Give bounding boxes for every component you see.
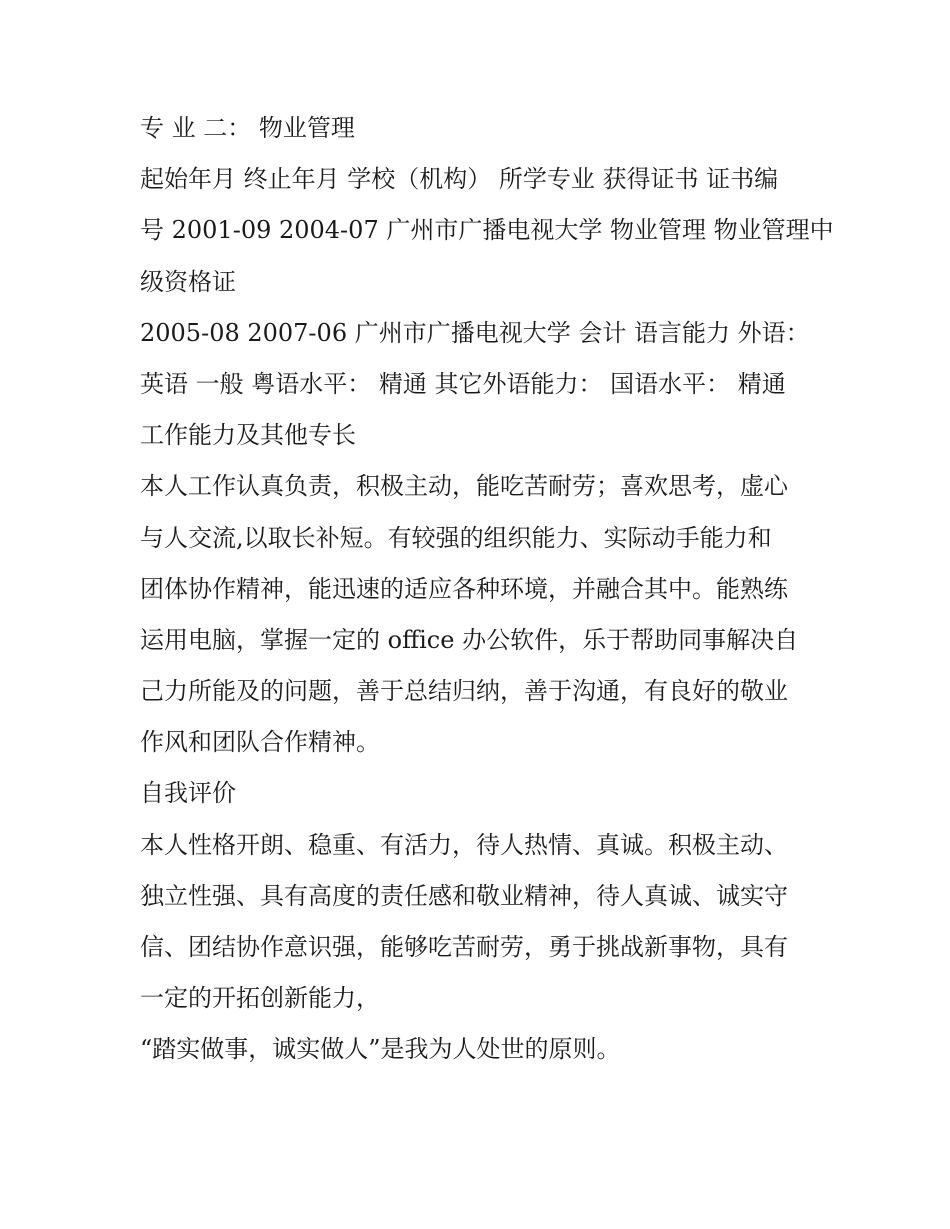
self-evaluation-line: 一定的开拓创新能力， xyxy=(140,984,380,1013)
education-header-line: 起始年月 终止年月 学校（机构） 所学专业 获得证书 证书编 xyxy=(140,165,779,194)
major-two-line: 专 业 二： 物业管理 xyxy=(140,114,355,142)
skills-paragraph-line: 团体协作精神，能迅速的适应各种环境，并融合其中。能熟练 xyxy=(140,574,788,603)
skills-heading: 工作能力及其他专长 xyxy=(140,421,356,450)
self-evaluation-line: 信、团结协作意识强，能够吃苦耐劳，勇于挑战新事物，具有 xyxy=(140,933,788,961)
self-evaluation-line: 本人性格开朗、稳重、有活力，待人热情、真诚。积极主动、 xyxy=(140,830,788,859)
education-row-1: 号 2001-09 2004-07 广州市广播电视大学 物业管理 物业管理中 xyxy=(140,216,834,245)
education-row-2: 2005-08 2007-06 广州市广播电视大学 会计 语言能力 外语： xyxy=(140,318,810,347)
education-row-1-cont: 级资格证 xyxy=(140,267,236,296)
skills-paragraph-line: 本人工作认真负责，积极主动，能吃苦耐劳；喜欢思考，虚心 xyxy=(140,472,788,501)
skills-paragraph-line: 与人交流,以取长补短。有较强的组织能力、实际动手能力和 xyxy=(140,523,772,552)
self-evaluation-heading: 自我评价 xyxy=(140,779,236,808)
skills-paragraph-line: 己力所能及的问题，善于总结归纳，善于沟通，有良好的敬业 xyxy=(140,677,788,706)
motto-line: “踏实做事，诚实做人”是我为人处世的原则。 xyxy=(140,1035,621,1064)
language-ability-line: 英语 一般 粤语水平： 精通 其它外语能力： 国语水平： 精通 xyxy=(140,369,786,398)
self-evaluation-line: 独立性强、具有高度的责任感和敬业精神，待人真诚、诚实守 xyxy=(140,881,788,910)
resume-body-text xyxy=(140,103,834,1076)
skills-paragraph-line: 运用电脑，掌握一定的 office 办公软件，乐于帮助同事解决自 xyxy=(140,625,799,654)
skills-paragraph-line: 作风和团队合作精神。 xyxy=(140,728,380,757)
